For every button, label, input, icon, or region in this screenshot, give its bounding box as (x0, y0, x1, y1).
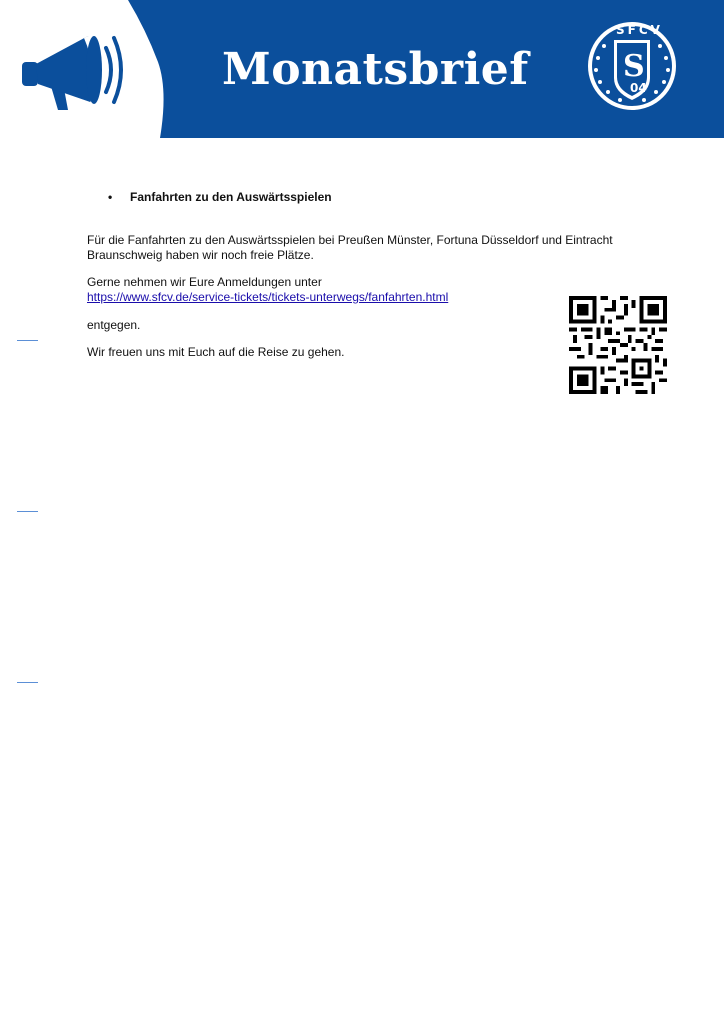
body-line-2: Braunschweig haben wir noch freie Plätze. (87, 248, 314, 262)
body-line-1: Für die Fanfahrten zu den Auswärtsspielen bei Preußen Münster, Fortuna Düsseldorf und Eintracht (87, 233, 613, 247)
body-line-3: Gerne nehmen wir Eure Anmeldungen unter (87, 275, 322, 289)
margin-mark (17, 682, 38, 683)
margin-mark (17, 511, 38, 512)
page-title: Monatsbrief (222, 44, 529, 95)
logo-text: SFCV (616, 23, 663, 37)
logo-monogram: S (623, 49, 645, 84)
bullet-icon: • (108, 190, 113, 204)
margin-mark (17, 340, 38, 341)
body-line-5: Wir freuen uns mit Euch auf die Reise zu gehen. (87, 345, 345, 359)
fanfahrten-link[interactable]: https://www.sfcv.de/service-tickets/tickets-unterwegs/fanfahrten.html (87, 290, 449, 304)
section-heading-text: Fanfahrten zu den Auswärtsspielen (130, 190, 332, 204)
qr-code-icon (569, 296, 667, 399)
body-line-4: entgegen. (87, 318, 141, 332)
section-heading (108, 190, 332, 204)
logo-number: 04 (630, 81, 647, 95)
